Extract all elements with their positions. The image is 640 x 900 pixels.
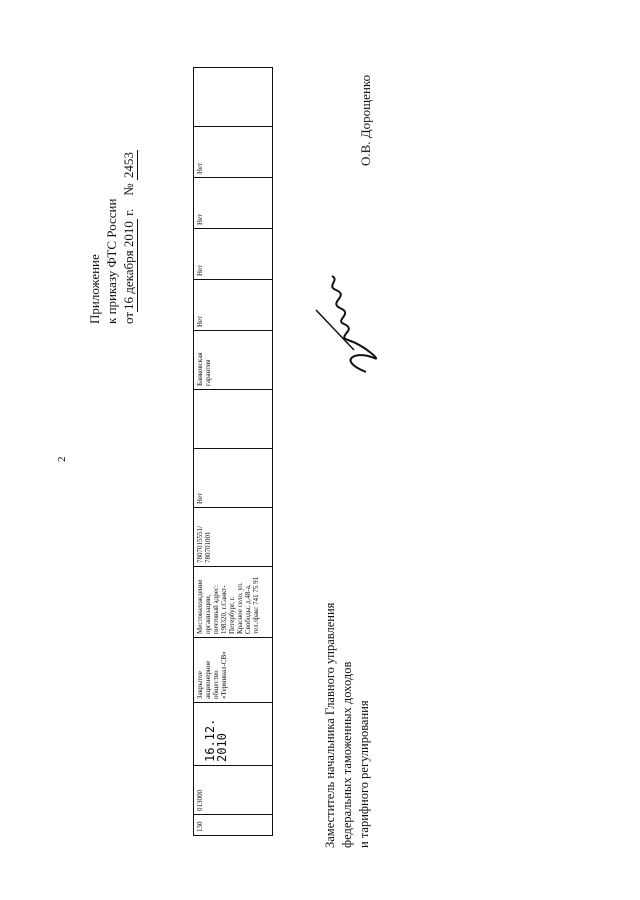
cell-guarantee: Банковская гарантия [194,331,273,390]
signer-position-3: и тарифного регулирования [357,700,371,848]
appendix-header [86,84,138,324]
order-number: 2453 [121,152,136,179]
cell-address: Местонахождение организации, почтовый адрес: 198320, г.Санкт-Петербург, г. Красное село, ул. Свободы, д.48-а, тел./факс 741 75 91 [194,567,273,638]
number-prefix: № [121,183,136,196]
cell-inn-kpp: 7807015551/ 780701001 [194,508,273,567]
cell-code: 013000 [194,766,273,815]
cell-number: 130 [194,815,273,836]
appendix-date-line [120,84,138,324]
handwritten-signature [296,270,386,380]
year-suffix: г. [121,208,136,216]
appendix-order: к приказу ФТС России [104,198,119,324]
signature-block [322,408,373,848]
page-number: 2 [56,456,68,462]
cell-net-2: Нет [194,280,273,331]
cell-date-stamp: 16.12. 2010 [203,718,229,762]
register-table [193,67,273,836]
cell-empty-2 [194,68,273,127]
cell-net-1: Нет [194,449,273,508]
cell-empty-1 [194,390,273,449]
cell-date [194,703,273,766]
table-row [194,68,273,836]
appendix-title: Приложение [87,254,102,324]
cell-net-5: Нет [194,127,273,178]
order-date: 16 декабря 2010 [121,221,136,310]
date-prefix: от [121,311,136,324]
cell-net-4: Нет [194,178,273,229]
cell-organization: Закрытое акционерное общество «Терминал-СВ» [194,638,273,703]
signer-position-2: федеральных таможенных доходов [340,661,354,848]
signer-name: О.В. Дорощенко [358,74,373,166]
cell-net-3: Нет [194,229,273,280]
signer-position-1: Заместитель начальника Главного управления [323,602,337,848]
